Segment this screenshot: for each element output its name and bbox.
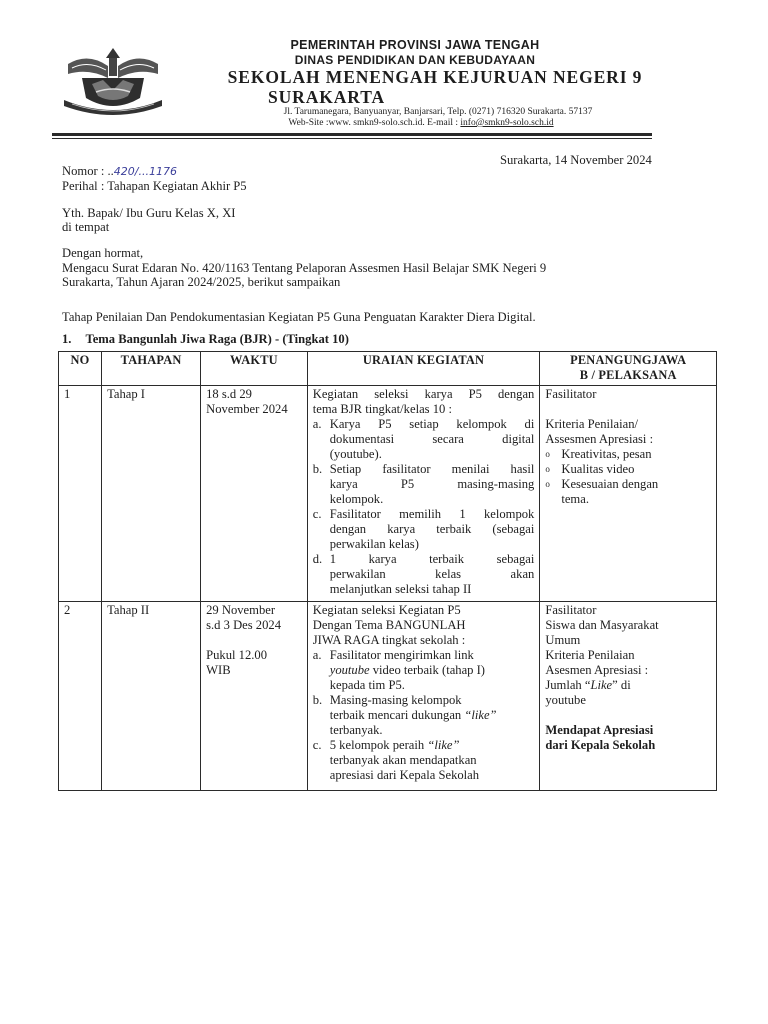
letterhead xyxy=(0,0,768,140)
likes-suffix: ” di xyxy=(612,678,631,692)
header-tahapan: TAHAPAN xyxy=(102,352,201,386)
bullet-circle-icon: o xyxy=(545,479,550,489)
row1-pen-criteria: Kriteria Penilaian/ xyxy=(545,417,639,431)
header-uraian: URAIAN KEGIATAN xyxy=(307,352,540,386)
school-address: Jl. Tarumanegara, Banyuanyar, Banjarsari, Telp. (0271) 716320 Surakarta. 57137 xyxy=(283,107,593,117)
body-paragraph-line1: Mengacu Surat Edaran No. 420/1163 Tentang Pelaporan Assesmen Hasil Belajar SMK Negeri 9 xyxy=(62,261,547,275)
row2-intro-line1: Kegiatan seleksi Kegiatan P5 xyxy=(312,603,461,617)
row2-pen-public: Siswa dan Masyarakat xyxy=(545,618,659,632)
row2-intro-line2: Dengan Tema BANGUNLAH xyxy=(312,618,466,632)
row2-waktu-line3: Pukul 12.00 xyxy=(206,648,268,662)
row1-item-b xyxy=(313,462,535,507)
section-title: Tema Bangunlah Jiwa Raga (BJR) - (Tingkat 10) xyxy=(85,332,349,346)
nomor-handwritten: 420/...1176 xyxy=(113,165,177,178)
department-name: DINAS PENDIDIKAN DAN KEBUDAYAAN xyxy=(294,53,536,67)
criterion-theme-fit-line1: Kesesuaian dengan xyxy=(561,477,659,491)
row1-pen-assessment: Assesmen Apresiasi : xyxy=(545,432,654,446)
row2-waktu-line1: 29 November xyxy=(206,603,276,617)
row2-pen-criteria: Kriteria Penilaian xyxy=(545,648,635,662)
row2-pen-award-line1: Mendapat Apresiasi xyxy=(545,723,654,737)
row2-item-b xyxy=(313,693,535,738)
item-b-line2 xyxy=(330,708,535,723)
section-heading xyxy=(62,332,349,347)
row1-waktu-line1: 18 s.d 29 xyxy=(206,387,252,401)
item-marker: a. xyxy=(312,417,322,431)
item-c-line1 xyxy=(330,738,535,753)
school-city: SURAKARTA xyxy=(268,87,386,107)
row1-penanggungjawab xyxy=(540,386,717,602)
website-text: Web-Site :www. smkn9-solo.sch.id. E-mail : xyxy=(288,118,461,128)
letter-subject: Perihal : Tahapan Kegiatan Akhir P5 xyxy=(62,179,247,193)
row1-uraian xyxy=(307,386,540,602)
row2-waktu-line4: WIB xyxy=(206,663,231,677)
item-c-line2: terbanyak akan mendapatkan xyxy=(329,753,477,767)
item-a-line2-rest: video terbaik (tahap I) xyxy=(369,663,486,677)
like-emphasis: Like xyxy=(590,678,613,692)
row1-no: 1 xyxy=(59,386,102,602)
item-marker: c. xyxy=(312,738,322,752)
like-emphasis: “like” xyxy=(427,738,460,752)
list-item xyxy=(545,477,711,507)
row1-item-a xyxy=(313,417,535,462)
row2-pen-facilitator: Fasilitator xyxy=(545,603,597,617)
item-marker: b. xyxy=(312,693,323,707)
header-divider-thin xyxy=(52,138,652,139)
item-a-line1: Karya P5 setiap kelompok di xyxy=(329,417,535,431)
item-a-line2: dokumentasi secara digital xyxy=(329,432,535,446)
item-c-line2: dengan karya terbaik (sebagai xyxy=(329,522,535,536)
letter-date: Surakarta, 14 November 2024 xyxy=(500,153,652,167)
item-b-line1: Masing-masing kelompok xyxy=(329,693,462,707)
row1-waktu xyxy=(201,386,308,602)
row2-no: 2 xyxy=(59,602,102,791)
item-a-line2 xyxy=(330,663,535,678)
item-b-line3: kelompok. xyxy=(329,492,384,506)
row2-penanggungjawab xyxy=(540,602,717,791)
government-name: PEMERINTAH PROVINSI JAWA TENGAH xyxy=(290,38,540,52)
item-c-line1-text: 5 kelompok peraih xyxy=(329,738,428,752)
item-a-line1: Fasilitator mengirimkan link xyxy=(329,648,474,662)
item-b-line2-text: terbaik mencari dukungan xyxy=(329,708,465,722)
item-marker: c. xyxy=(312,507,322,521)
bullet-circle-icon: o xyxy=(545,449,550,459)
criterion-creativity: Kreativitas, pesan xyxy=(561,447,652,461)
letterhead-text xyxy=(180,38,650,129)
item-a-line3: (youtube). xyxy=(329,447,382,461)
statement-line: Tahap Penilaian Dan Pendokumentasian Kegiatan P5 Guna Penguatan Karakter Diera Digital. xyxy=(62,310,536,324)
item-b-line3: terbanyak. xyxy=(329,723,383,737)
header-pen-line2: B / PELAKSANA xyxy=(579,368,677,382)
likes-prefix: Jumlah “ xyxy=(545,678,591,692)
table-row xyxy=(59,602,717,791)
item-d-line1: 1 karya terbaik sebagai xyxy=(329,552,535,566)
header-pen-line1: PENANGUNGJAWA xyxy=(570,353,687,367)
letter-number xyxy=(62,164,177,179)
item-c-line1: Fasilitator memilih 1 kelompok xyxy=(329,507,535,521)
item-c-line3: apresiasi dari Kepala Sekolah xyxy=(329,768,480,782)
bullet-circle-icon: o xyxy=(545,464,550,474)
table-header-row xyxy=(59,352,717,386)
row2-tahapan: Tahap II xyxy=(102,602,201,791)
recipient-line2: di tempat xyxy=(62,220,110,234)
row2-pen-assessment: Asesmen Apresiasi : xyxy=(545,663,649,677)
salutation: Dengan hormat, xyxy=(62,246,144,260)
school-name: SEKOLAH MENENGAH KEJURUAN NEGERI 9 xyxy=(227,67,643,87)
activity-schedule-table xyxy=(58,351,717,791)
item-marker: a. xyxy=(312,648,322,662)
header-divider-thick xyxy=(52,133,652,136)
row2-item-c xyxy=(313,738,535,783)
recipient-line1: Yth. Bapak/ Ibu Guru Kelas X, XI xyxy=(62,206,236,220)
table-row xyxy=(59,386,717,602)
like-emphasis: “like” xyxy=(464,708,497,722)
row1-tahapan: Tahap I xyxy=(102,386,201,602)
row2-pen-public-cont: Umum xyxy=(545,633,581,647)
item-marker: b. xyxy=(312,462,323,476)
school-contact xyxy=(180,118,650,129)
section-number: 1. xyxy=(62,332,72,346)
row1-item-c xyxy=(313,507,535,552)
body-paragraph-line2: Surakarta, Tahun Ajaran 2024/2025, berikut sampaikan xyxy=(62,275,341,289)
row1-item-d xyxy=(313,552,535,597)
criterion-video-quality: Kualitas video xyxy=(561,462,635,476)
list-item xyxy=(545,462,711,477)
row1-waktu-line2: November 2024 xyxy=(206,402,288,416)
header-waktu: WAKTU xyxy=(201,352,308,386)
youtube-emphasis: youtube xyxy=(329,663,370,677)
item-b-line2: karya P5 masing-masing xyxy=(329,477,535,491)
row2-pen-award-line2: dari Kepala Sekolah xyxy=(545,738,656,752)
row2-item-a xyxy=(313,648,535,693)
item-c-line3: perwakilan kelas) xyxy=(329,537,419,551)
item-d-line2: perwakilan kelas akan xyxy=(329,567,535,581)
row2-uraian xyxy=(307,602,540,791)
email-link[interactable]: info@smkn9-solo.sch.id xyxy=(460,118,554,128)
row2-waktu xyxy=(201,602,308,791)
header-penanggungjawab xyxy=(540,352,717,386)
row1-intro-line2: tema BJR tingkat/kelas 10 : xyxy=(312,402,452,416)
row1-pen-facilitator: Fasilitator xyxy=(545,387,597,401)
item-b-line1: Setiap fasilitator menilai hasil xyxy=(329,462,535,476)
nomor-label: Nomor : .. xyxy=(62,164,114,178)
header-no: NO xyxy=(59,352,102,386)
criterion-theme-fit-line2: tema. xyxy=(561,492,589,506)
item-a-line3: kepada tim P5. xyxy=(329,678,405,692)
jawa-tengah-crest-icon xyxy=(58,44,168,118)
row1-intro-line1: Kegiatan seleksi karya P5 dengan xyxy=(312,387,535,401)
list-item xyxy=(545,447,711,462)
row2-intro-line3: JIWA RAGA tingkat sekolah : xyxy=(312,633,466,647)
row2-pen-likes xyxy=(545,678,711,693)
item-d-line3: melanjutkan seleksi tahap II xyxy=(329,582,472,596)
row2-waktu-line2: s.d 3 Des 2024 xyxy=(206,618,281,632)
item-marker: d. xyxy=(312,552,323,566)
row2-pen-youtube: youtube xyxy=(545,693,586,707)
